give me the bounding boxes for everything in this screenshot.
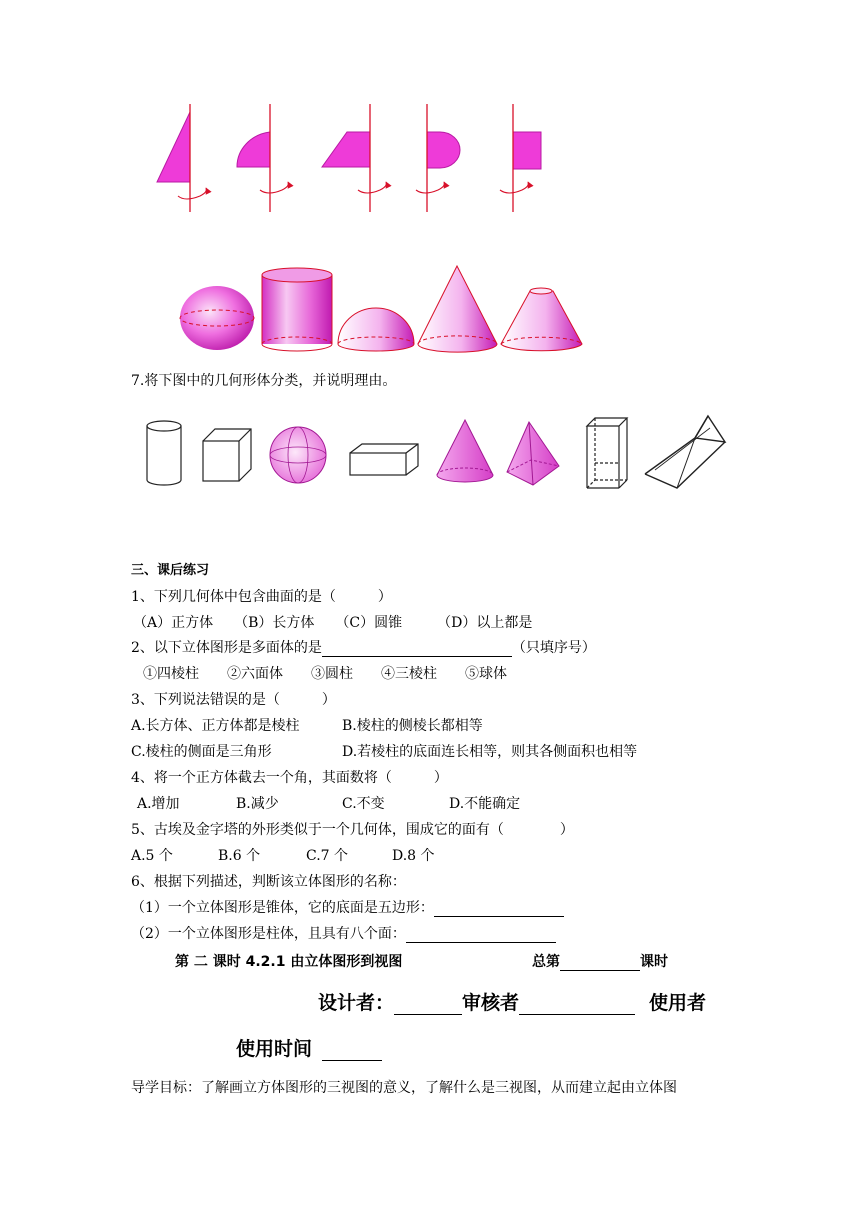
q7-square-prism [587, 418, 627, 488]
q3-option-c: C.棱柱的侧面是三角形 [131, 744, 272, 760]
q7-cone [437, 420, 493, 482]
q6-sub1-blank[interactable] [434, 901, 564, 917]
q2-stem-before: 2、以下立体图形是多面体的是 [131, 640, 322, 656]
hours-label: 课时 [640, 954, 668, 970]
q4-option-b: B.减少 [236, 796, 279, 812]
q2-options: ①四棱柱 ②六面体 ③圆柱 ④三棱柱 ⑤球体 [143, 666, 507, 682]
rotation-figures [140, 100, 570, 215]
q4-option-c: C.不变 [342, 796, 385, 812]
q5-option-c: C.7 个 [306, 848, 349, 864]
time-label: 使用时间 [236, 1038, 313, 1060]
q5-stem: 5、古埃及金字塔的外形类似于一个几何体，围成它的面有（ ） [131, 822, 574, 838]
q3-option-a: A.长方体、正方体都是棱柱 [131, 718, 300, 734]
section-title: 三、课后练习 [131, 563, 210, 578]
q6-sub2-text: （2）一个立体图形是柱体，且具有八个面： [131, 926, 406, 942]
q6-sub2-blank[interactable] [406, 927, 556, 943]
rotation-shape-semicircle [416, 104, 460, 212]
q5-option-d: D.8 个 [392, 848, 435, 864]
q7-sphere [270, 427, 326, 483]
q1-stem: 1、下列几何体中包含曲面的是（ ） [131, 589, 392, 605]
q2-stem-after: （只填序号） [511, 640, 596, 656]
q7-solids-row [135, 408, 735, 498]
reviewer-blank[interactable] [519, 994, 635, 1015]
q6-stem: 6、根据下列描述，判断该立体图形的名称： [131, 874, 406, 890]
q6-sub2 [131, 925, 556, 943]
total-hours-blank[interactable] [560, 955, 640, 971]
credits-line [318, 991, 706, 1015]
total-label: 总第 [532, 954, 560, 970]
q6-sub1-text: （1）一个立体图形是锥体，它的底面是五边形： [131, 900, 434, 916]
q7-prompt: 7.将下图中的几何形体分类，并说明理由。 [131, 373, 397, 389]
rotation-shape-quarter-circle [237, 104, 288, 212]
q7-cube [203, 429, 251, 481]
lesson-total [532, 953, 668, 971]
q1-options: （A）正方体 （B）长方体 （C）圆锥 （D）以上都是 [133, 615, 533, 631]
reviewer-label: 审核者 [462, 992, 520, 1014]
frustum-solid [501, 288, 582, 351]
rotation-shape-triangle [157, 104, 206, 212]
q5-option-b: B.6 个 [218, 848, 261, 864]
q7-pyramid [507, 422, 559, 485]
q7-triangular-prism [645, 416, 725, 488]
q3-stem: 3、下列说法错误的是（ ） [131, 692, 336, 708]
q6-sub1 [131, 899, 564, 917]
cone-solid [418, 266, 497, 352]
user-label: 使用者 [649, 992, 707, 1014]
q2-answer-blank[interactable] [322, 641, 512, 657]
lesson-title: 第 二 课时 4.2.1 由立体图形到视图 [175, 954, 403, 970]
sphere-solid [180, 286, 254, 350]
q3-option-b: B.棱柱的侧棱长都相等 [342, 718, 483, 734]
cylinder-solid [262, 268, 332, 351]
rotation-shape-trapezoid [322, 104, 386, 212]
designer-blank[interactable] [394, 994, 462, 1015]
q4-option-a: A.增加 [137, 796, 180, 812]
q4-stem: 4、将一个正方体截去一个角，其面数将（ ） [131, 770, 448, 786]
q3-option-d: D.若棱柱的底面连长相等，则其各侧面积也相等 [342, 744, 638, 760]
q7-cuboid [350, 444, 418, 475]
time-line [236, 1037, 382, 1061]
rotation-shape-rectangle [500, 104, 541, 212]
designer-label: 设计者： [318, 992, 395, 1014]
q5-option-a: A.5 个 [131, 848, 173, 864]
solids-of-revolution [170, 258, 590, 358]
q7-cylinder [147, 421, 181, 485]
time-blank[interactable] [322, 1040, 382, 1061]
learning-objective: 导学目标：了解画立方体图形的三视图的意义，了解什么是三视图，从而建立起由立体图 [131, 1080, 677, 1096]
q4-option-d: D.不能确定 [449, 796, 521, 812]
hemisphere-solid [338, 308, 414, 351]
q2-stem [131, 639, 596, 657]
